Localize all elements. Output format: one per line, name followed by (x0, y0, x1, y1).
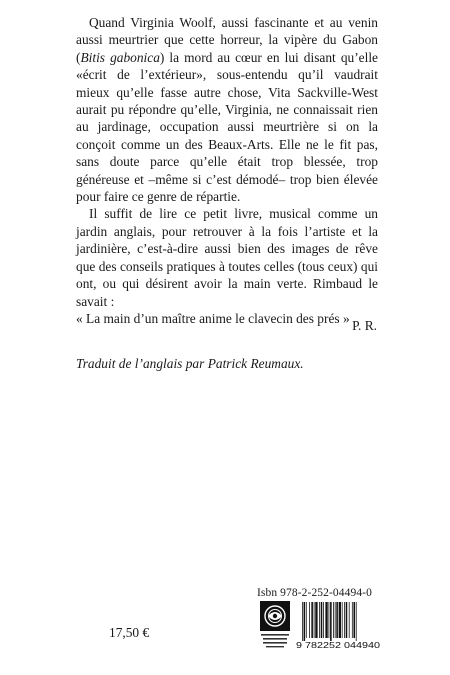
publisher-logo-icon (258, 601, 292, 651)
barcode-bar (336, 602, 338, 638)
barcode-bar (329, 602, 330, 638)
barcode-bar (346, 602, 348, 638)
paragraph-2: Il suffit de lire ce petit livre, musical comme un jardin anglais, pour retrouver à la fois l’artiste et la jardinière, c’est-à-dire aussi bien des images de rêve que des conseils pratiques à toutes celles (tous ceux) qui ont, ou qui désirent avoir la main verte. Rimbaud le savait : (76, 206, 378, 309)
barcode-bar (302, 602, 303, 641)
blurb-text (76, 14, 378, 327)
price-label: 17,50 € (109, 625, 150, 640)
barcode-bar (344, 602, 345, 638)
barcode-bar (335, 602, 336, 638)
barcode-bar (352, 602, 353, 638)
barcode-bars (302, 602, 357, 641)
rimbaud-quote: « La main d’un maître anime le clavecin des prés » (76, 310, 350, 326)
barcode-bar (304, 602, 306, 641)
barcode-bar (325, 602, 327, 638)
paragraph-1-part-a: Quand Virginia Woolf, aussi fascinante et au venin aussi meurtrier que cette horreur, la vipère du Gabon ( (76, 15, 378, 65)
barcode-bar (342, 602, 343, 638)
barcode-bar (356, 602, 357, 641)
paragraph-1 (76, 14, 378, 205)
barcode-bar (333, 602, 334, 638)
barcode-bar (315, 602, 317, 638)
species-name-italic: Bitis gabonica (80, 49, 160, 65)
author-initials: P. R. (352, 318, 377, 333)
paragraph-1-part-b: ) la mord au cœur en lui disant qu’elle «écrit de l’extérieur», sous-entendu qu’il vaudrait mieux qu’elle fasse autre chose, Vita Sackville-West aurait pu répondre qu’elle, Virginia, ne connaissait rien au jardinage, occupation aussi meurtrière si on la conçoit comme un des Beaux-Arts. Elle ne le fit pas, sans doute parce qu’elle était trop blessée, trop généreuse et –même si c’est démodé– trop bien élevée pour faire ce genre de répartie. (76, 49, 378, 205)
barcode-bar (306, 602, 307, 638)
barcode-bar (339, 602, 341, 638)
barcode-bar (353, 602, 355, 638)
barcode (296, 601, 380, 649)
isbn-number: Isbn 978-2-252-04494-0 (257, 587, 372, 599)
barcode-bar (311, 602, 313, 638)
translator-note: Traduit de l’anglais par Patrick Reumaux. (76, 356, 304, 371)
barcode-bar (319, 602, 320, 638)
barcode-bar (309, 602, 310, 638)
barcode-bar (323, 602, 324, 638)
barcode-bar (349, 602, 350, 638)
barcode-bar (330, 602, 332, 641)
barcode-bar (321, 602, 323, 638)
barcode-bar (314, 602, 315, 638)
barcode-digits: 9 782252 044940 (296, 640, 380, 649)
